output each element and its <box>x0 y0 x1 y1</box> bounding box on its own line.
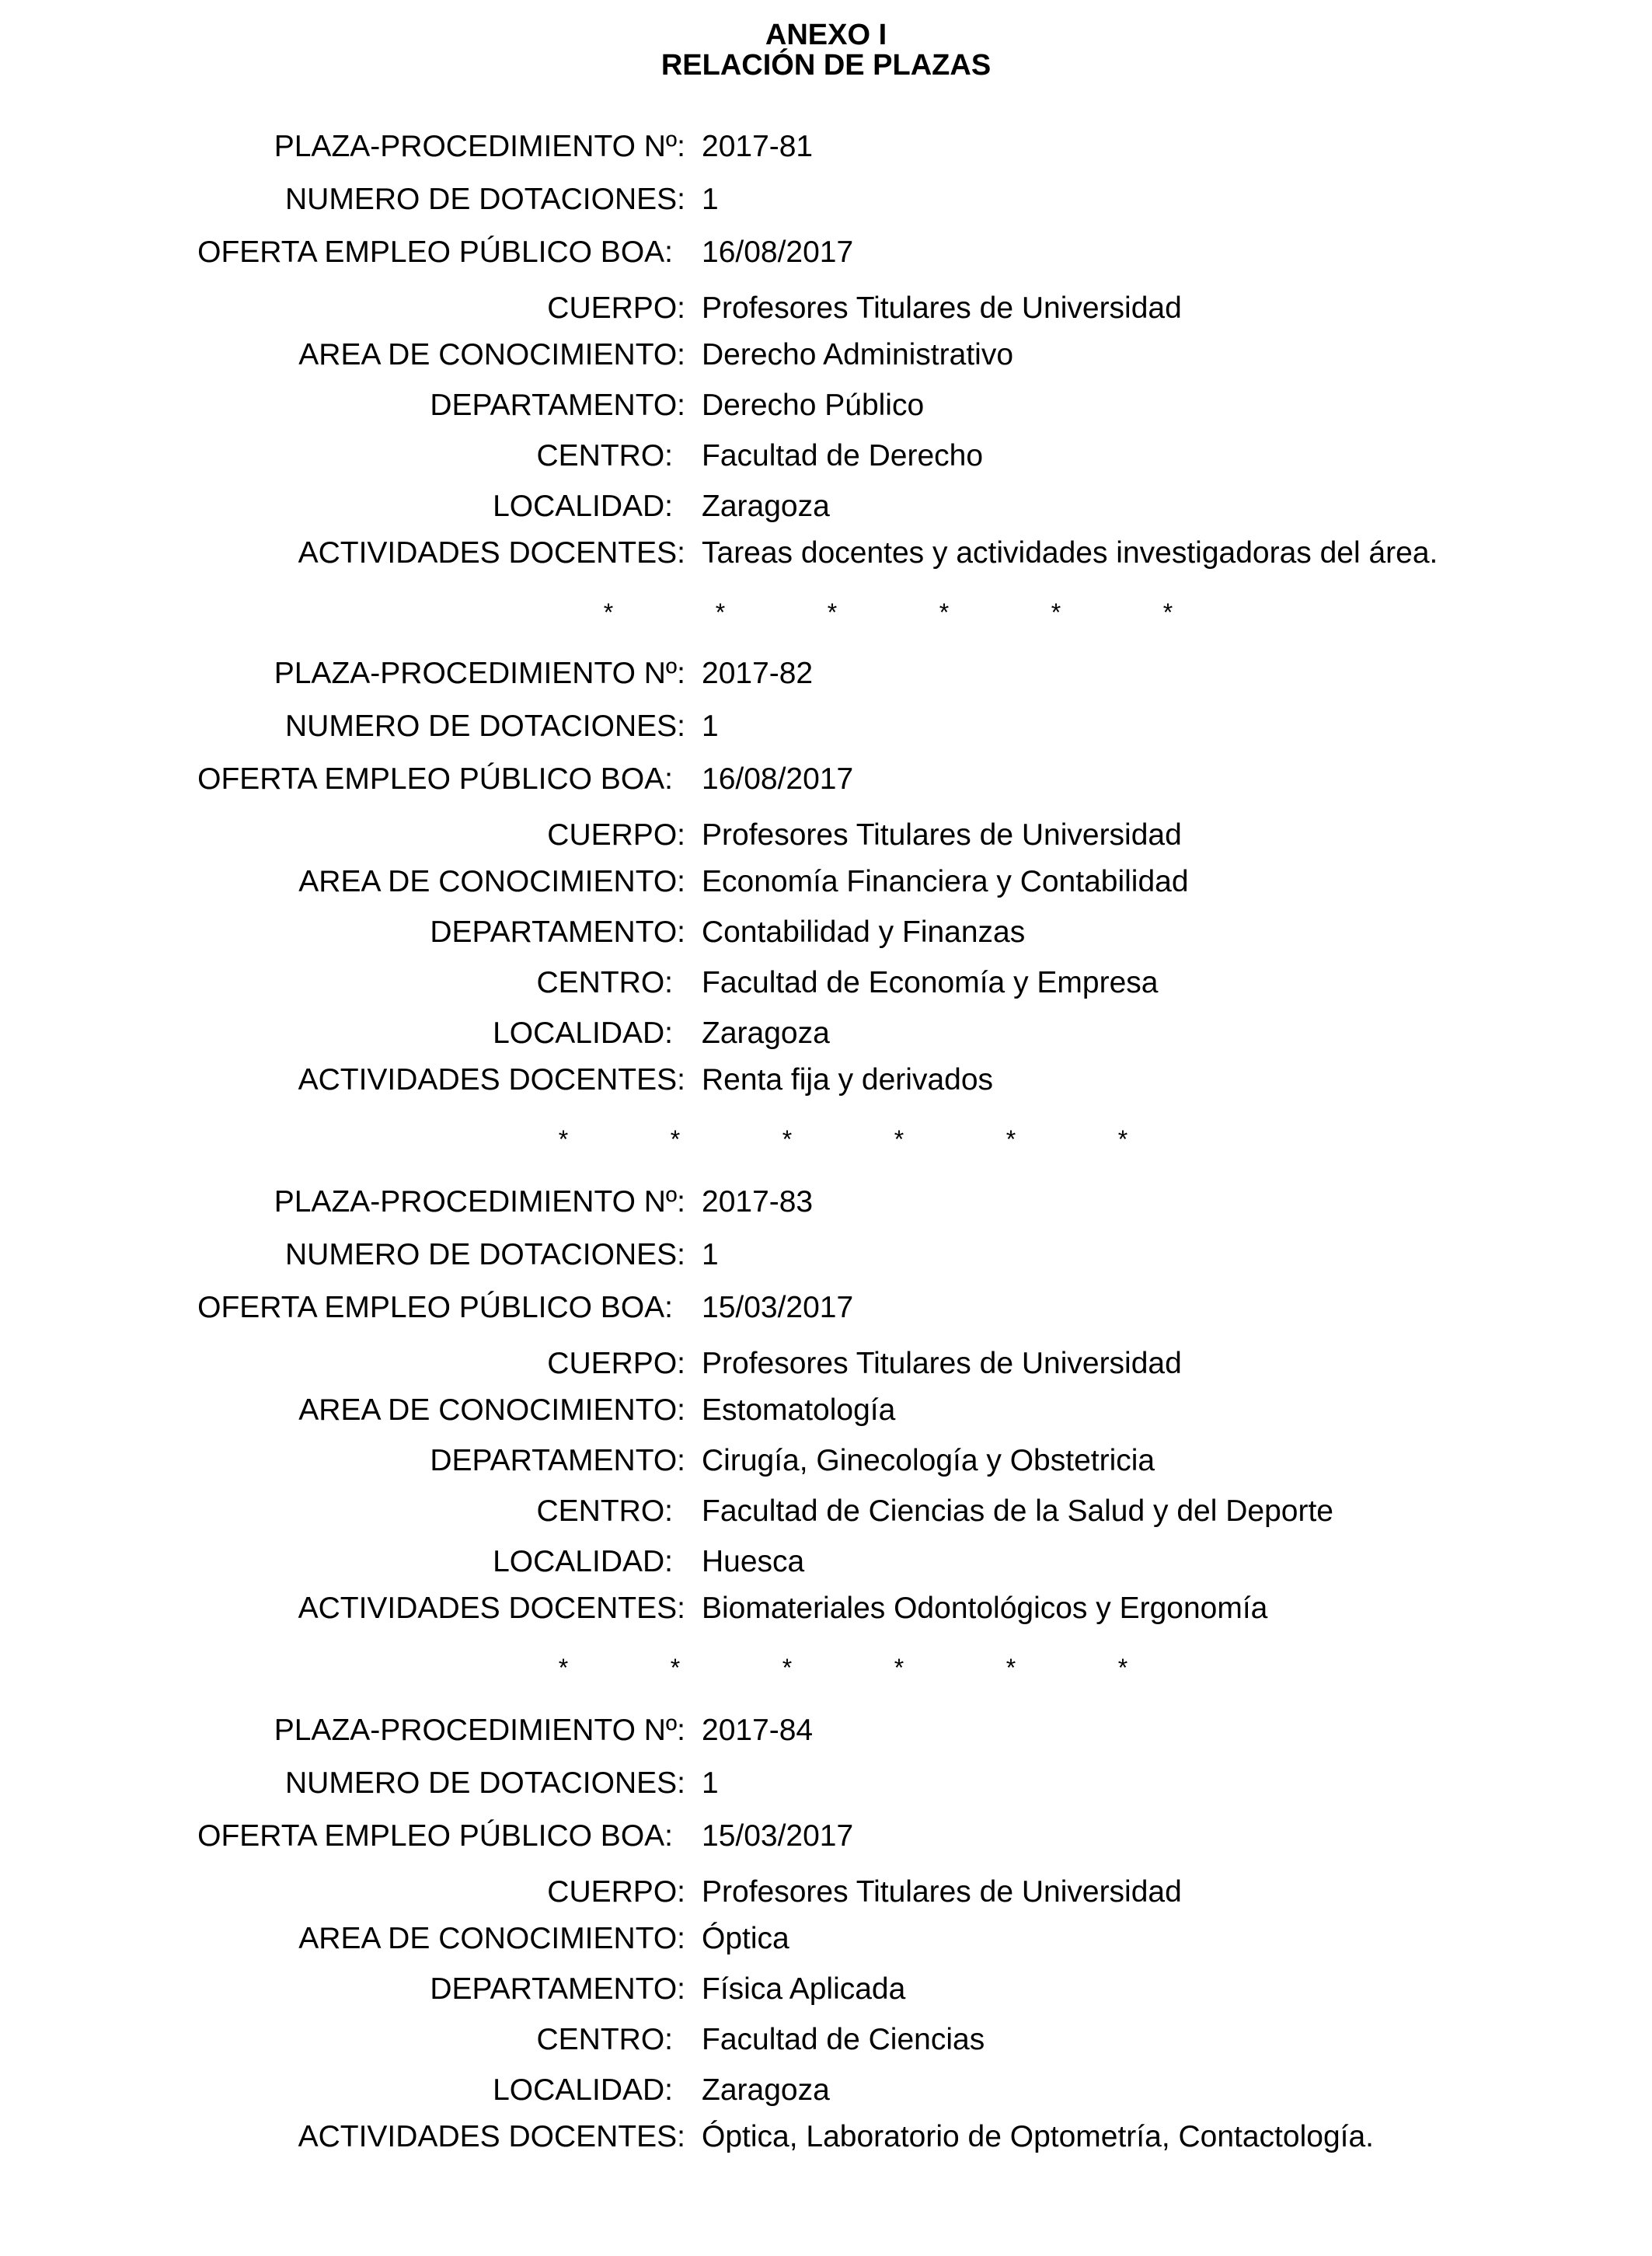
localidad-row <box>0 1015 1652 1052</box>
separator-stars <box>0 1124 1652 1155</box>
centro-label: CENTRO: <box>536 439 673 472</box>
departamento-label: DEPARTAMENTO: <box>430 915 685 949</box>
dotaciones-row <box>0 708 1652 745</box>
cuerpo-label: CUERPO: <box>547 1875 685 1909</box>
localidad-label: LOCALIDAD: <box>493 490 673 523</box>
dotaciones-label: NUMERO DE DOTACIONES: <box>285 183 685 216</box>
cuerpo-value: Profesores Titulares de Universidad <box>702 1875 1182 1909</box>
centro-value: Facultad de Ciencias <box>702 2023 985 2056</box>
plaza-block <box>0 1712 1652 2256</box>
actividades-label: ACTIVIDADES DOCENTES: <box>298 1592 685 1625</box>
area-row <box>0 1920 1652 1958</box>
localidad-row <box>0 1543 1652 1581</box>
localidad-label: LOCALIDAD: <box>493 1545 673 1578</box>
departamento-row <box>0 387 1652 424</box>
oferta-label: OFERTA EMPLEO PÚBLICO BOA: <box>197 1291 673 1324</box>
localidad-value: Zaragoza <box>702 1016 830 1050</box>
localidad-value: Huesca <box>702 1545 805 1578</box>
plaza-row <box>0 655 1652 692</box>
actividades-value: Óptica, Laboratorio de Optometría, Contactología. <box>702 2120 1374 2153</box>
cuerpo-value: Profesores Titulares de Universidad <box>702 818 1182 852</box>
separator-star: * <box>558 1654 569 1682</box>
oferta-value: 15/03/2017 <box>702 1819 854 1853</box>
dotaciones-row <box>0 1236 1652 1274</box>
area-label: AREA DE CONOCIMIENTO: <box>298 338 685 371</box>
area-row <box>0 336 1652 374</box>
area-value: Derecho Administrativo <box>702 338 1014 371</box>
separator-star: * <box>1117 1125 1128 1153</box>
separator-star: * <box>894 1654 904 1682</box>
area-value: Economía Financiera y Contabilidad <box>702 865 1189 898</box>
oferta-row <box>0 761 1652 798</box>
separator-star: * <box>1005 1654 1016 1682</box>
centro-row <box>0 2021 1652 2059</box>
localidad-row <box>0 488 1652 525</box>
separator-star: * <box>1005 1125 1016 1153</box>
centro-label: CENTRO: <box>536 2023 673 2056</box>
separator-star: * <box>715 598 726 626</box>
annex-title: ANEXO I <box>765 19 887 51</box>
plaza-label: PLAZA-PROCEDIMIENTO Nº: <box>274 1714 685 1747</box>
area-value: Óptica <box>702 1922 789 1955</box>
centro-row <box>0 1493 1652 1530</box>
centro-value: Facultad de Economía y Empresa <box>702 966 1159 999</box>
plaza-row <box>0 128 1652 166</box>
cuerpo-label: CUERPO: <box>547 291 685 325</box>
departamento-label: DEPARTAMENTO: <box>430 1444 685 1477</box>
cuerpo-value: Profesores Titulares de Universidad <box>702 291 1182 325</box>
cuerpo-row <box>0 1874 1652 1911</box>
departamento-row <box>0 1971 1652 2008</box>
area-row <box>0 1392 1652 1429</box>
oferta-label: OFERTA EMPLEO PÚBLICO BOA: <box>197 235 673 269</box>
oferta-row <box>0 1818 1652 1855</box>
plaza-label: PLAZA-PROCEDIMIENTO Nº: <box>274 657 685 690</box>
localidad-label: LOCALIDAD: <box>493 2073 673 2107</box>
plaza-block <box>0 655 1652 1199</box>
separator-star: * <box>939 598 950 626</box>
cuerpo-row <box>0 817 1652 854</box>
plaza-label: PLAZA-PROCEDIMIENTO Nº: <box>274 1185 685 1219</box>
oferta-value: 16/08/2017 <box>702 235 854 269</box>
separator-stars <box>0 1652 1652 1683</box>
actividades-row <box>0 1590 1652 1627</box>
oferta-row <box>0 1289 1652 1327</box>
localidad-label: LOCALIDAD: <box>493 1016 673 1050</box>
dotaciones-label: NUMERO DE DOTACIONES: <box>285 1766 685 1800</box>
cuerpo-label: CUERPO: <box>547 1347 685 1380</box>
actividades-value: Tareas docentes y actividades investigadoras del área. <box>702 536 1438 570</box>
separator-star: * <box>827 598 838 626</box>
separator-stars <box>0 597 1652 628</box>
separator-star: * <box>782 1654 793 1682</box>
departamento-value: Derecho Público <box>702 389 925 422</box>
departamento-row <box>0 914 1652 951</box>
plaza-value: 2017-84 <box>702 1714 814 1747</box>
centro-label: CENTRO: <box>536 966 673 999</box>
area-value: Estomatología <box>702 1393 896 1427</box>
localidad-value: Zaragoza <box>702 490 830 523</box>
dotaciones-label: NUMERO DE DOTACIONES: <box>285 710 685 743</box>
actividades-label: ACTIVIDADES DOCENTES: <box>298 2120 685 2153</box>
separator-star: * <box>1117 1654 1128 1682</box>
plaza-block <box>0 1184 1652 1728</box>
actividades-value: Renta fija y derivados <box>702 1063 994 1097</box>
area-label: AREA DE CONOCIMIENTO: <box>298 865 685 898</box>
plaza-block <box>0 128 1652 672</box>
separator-star: * <box>1162 598 1173 626</box>
cuerpo-row <box>0 1345 1652 1383</box>
separator-star: * <box>603 598 614 626</box>
separator-star: * <box>894 1125 904 1153</box>
dotaciones-value: 1 <box>702 1238 719 1271</box>
plaza-value: 2017-83 <box>702 1185 814 1219</box>
actividades-row <box>0 535 1652 572</box>
annex-subtitle: RELACIÓN DE PLAZAS <box>660 49 992 82</box>
separator-star: * <box>670 1654 681 1682</box>
separator-star: * <box>670 1125 681 1153</box>
dotaciones-row <box>0 181 1652 218</box>
plaza-row <box>0 1184 1652 1221</box>
cuerpo-row <box>0 290 1652 327</box>
centro-row <box>0 438 1652 475</box>
departamento-label: DEPARTAMENTO: <box>430 389 685 422</box>
dotaciones-row <box>0 1765 1652 1802</box>
departamento-value: Cirugía, Ginecología y Obstetricia <box>702 1444 1155 1477</box>
dotaciones-value: 1 <box>702 1766 719 1800</box>
oferta-label: OFERTA EMPLEO PÚBLICO BOA: <box>197 762 673 796</box>
cuerpo-value: Profesores Titulares de Universidad <box>702 1347 1182 1380</box>
actividades-row <box>0 1062 1652 1099</box>
actividades-row <box>0 2118 1652 2156</box>
area-label: AREA DE CONOCIMIENTO: <box>298 1393 685 1427</box>
separator-star: * <box>558 1125 569 1153</box>
oferta-value: 16/08/2017 <box>702 762 854 796</box>
oferta-label: OFERTA EMPLEO PÚBLICO BOA: <box>197 1819 673 1853</box>
oferta-row <box>0 234 1652 271</box>
plaza-label: PLAZA-PROCEDIMIENTO Nº: <box>274 130 685 163</box>
area-row <box>0 863 1652 901</box>
centro-value: Facultad de Derecho <box>702 439 984 472</box>
centro-label: CENTRO: <box>536 1494 673 1528</box>
oferta-value: 15/03/2017 <box>702 1291 854 1324</box>
dotaciones-value: 1 <box>702 183 719 216</box>
dotaciones-value: 1 <box>702 710 719 743</box>
separator-star: * <box>1051 598 1061 626</box>
localidad-row <box>0 2072 1652 2109</box>
departamento-value: Física Aplicada <box>702 1972 906 2006</box>
plaza-value: 2017-82 <box>702 657 814 690</box>
plaza-row <box>0 1712 1652 1749</box>
plaza-value: 2017-81 <box>702 130 814 163</box>
cuerpo-label: CUERPO: <box>547 818 685 852</box>
centro-value: Facultad de Ciencias de la Salud y del Deporte <box>702 1494 1333 1528</box>
localidad-value: Zaragoza <box>702 2073 830 2107</box>
departamento-label: DEPARTAMENTO: <box>430 1972 685 2006</box>
separator-star: * <box>782 1125 793 1153</box>
actividades-label: ACTIVIDADES DOCENTES: <box>298 536 685 570</box>
centro-row <box>0 964 1652 1002</box>
departamento-value: Contabilidad y Finanzas <box>702 915 1026 949</box>
actividades-label: ACTIVIDADES DOCENTES: <box>298 1063 685 1097</box>
dotaciones-label: NUMERO DE DOTACIONES: <box>285 1238 685 1271</box>
departamento-row <box>0 1442 1652 1480</box>
actividades-value: Biomateriales Odontológicos y Ergonomía <box>702 1592 1268 1625</box>
area-label: AREA DE CONOCIMIENTO: <box>298 1922 685 1955</box>
